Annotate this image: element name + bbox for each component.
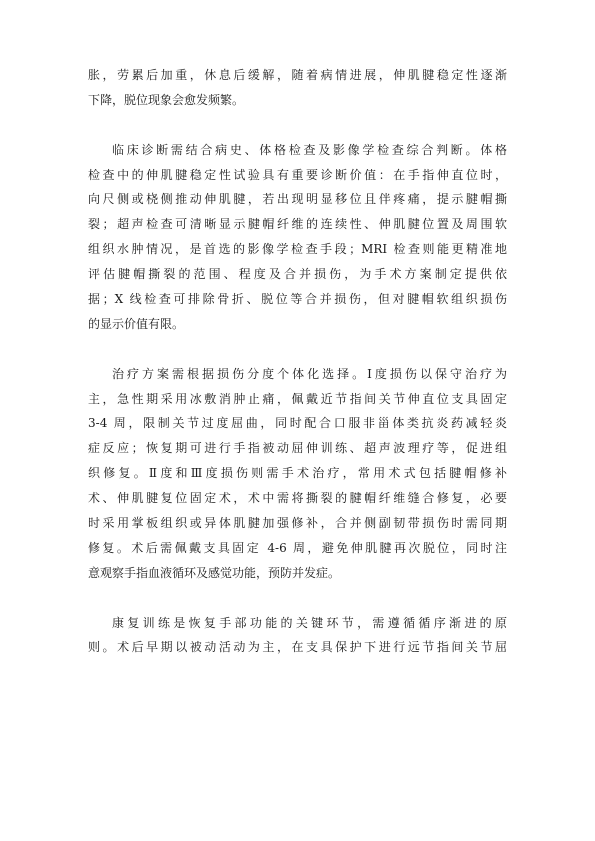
paragraph-4 <box>88 611 507 661</box>
paragraph-spacer <box>88 586 507 611</box>
text-line: 检查中的伸肌腱稳定性试验具有重要诊断价值：在手指伸直位时， <box>88 167 507 182</box>
text-line: 织修复。Ⅱ度和Ⅲ度损伤则需手术治疗，常用术式包括腱帽修补 <box>88 466 507 481</box>
text-line: 修复。术后需佩戴支具固定 4-6 周，避免伸肌腱再次脱位，同时注 <box>88 540 507 555</box>
text-line: 据；X 线检查可排除骨折、脱位等合并损伤，但对腱帽软组织损伤 <box>88 292 507 307</box>
text-line: 的显示价值有限。 <box>88 316 185 331</box>
text-line: 组织水肿情况，是首选的影像学检查手段；MRI 检查则能更精准地 <box>88 242 507 257</box>
text-line: 术、伸肌腱复位固定术，术中需将撕裂的腱帽纤维缝合修复，必要 <box>88 491 507 506</box>
text-line: 临床诊断需结合病史、体格检查及影像学检查综合判断。体格 <box>112 142 507 157</box>
text-line: 康复训练是恢复手部功能的关键环节，需遵循循序渐进的原 <box>112 615 507 630</box>
text-line: 症反应；恢复期可进行手指被动屈伸训练、超声波理疗等，促进组 <box>88 441 507 456</box>
text-line: 3-4 周，限制关节过度屈曲，同时配合口服非甾体类抗炎药减轻炎 <box>88 416 507 431</box>
text-line: 胀，劳累后加重，休息后缓解，随着病情进展，伸肌腱稳定性逐渐 <box>88 68 507 82</box>
text-line: 评估腱帽撕裂的范围、程度及合并损伤，为手术方案制定提供依 <box>88 267 507 282</box>
text-line: 下降，脱位现象会愈发频繁。 <box>88 92 245 107</box>
text-line: 治疗方案需根据损伤分度个体化选择。Ⅰ度损伤以保守治疗为 <box>112 366 507 381</box>
document-body <box>88 63 507 660</box>
text-line: 意观察手指血液循环及感觉功能，预防并发症。 <box>88 565 341 580</box>
text-line: 向尺侧或桡侧推动伸肌腱，若出现明显移位且伴疼痛，提示腱帽撕 <box>88 192 507 207</box>
paragraph-3 <box>88 362 507 586</box>
paragraph-spacer <box>88 337 507 362</box>
text-line: 主，急性期采用冰敷消肿止痛，佩戴近节指间关节伸直位支具固定 <box>88 391 507 406</box>
text-line: 时采用掌板组织或异体肌腱加强修补，合并侧副韧带损伤时需同期 <box>88 516 507 531</box>
paragraph-1 <box>88 63 507 113</box>
paragraph-2 <box>88 138 507 337</box>
text-line: 则。术后早期以被动活动为主，在支具保护下进行远节指间关节屈 <box>88 640 507 655</box>
paragraph-spacer <box>88 113 507 138</box>
text-line: 裂；超声检查可清晰显示腱帽纤维的连续性、伸肌腱位置及周围软 <box>88 217 507 232</box>
